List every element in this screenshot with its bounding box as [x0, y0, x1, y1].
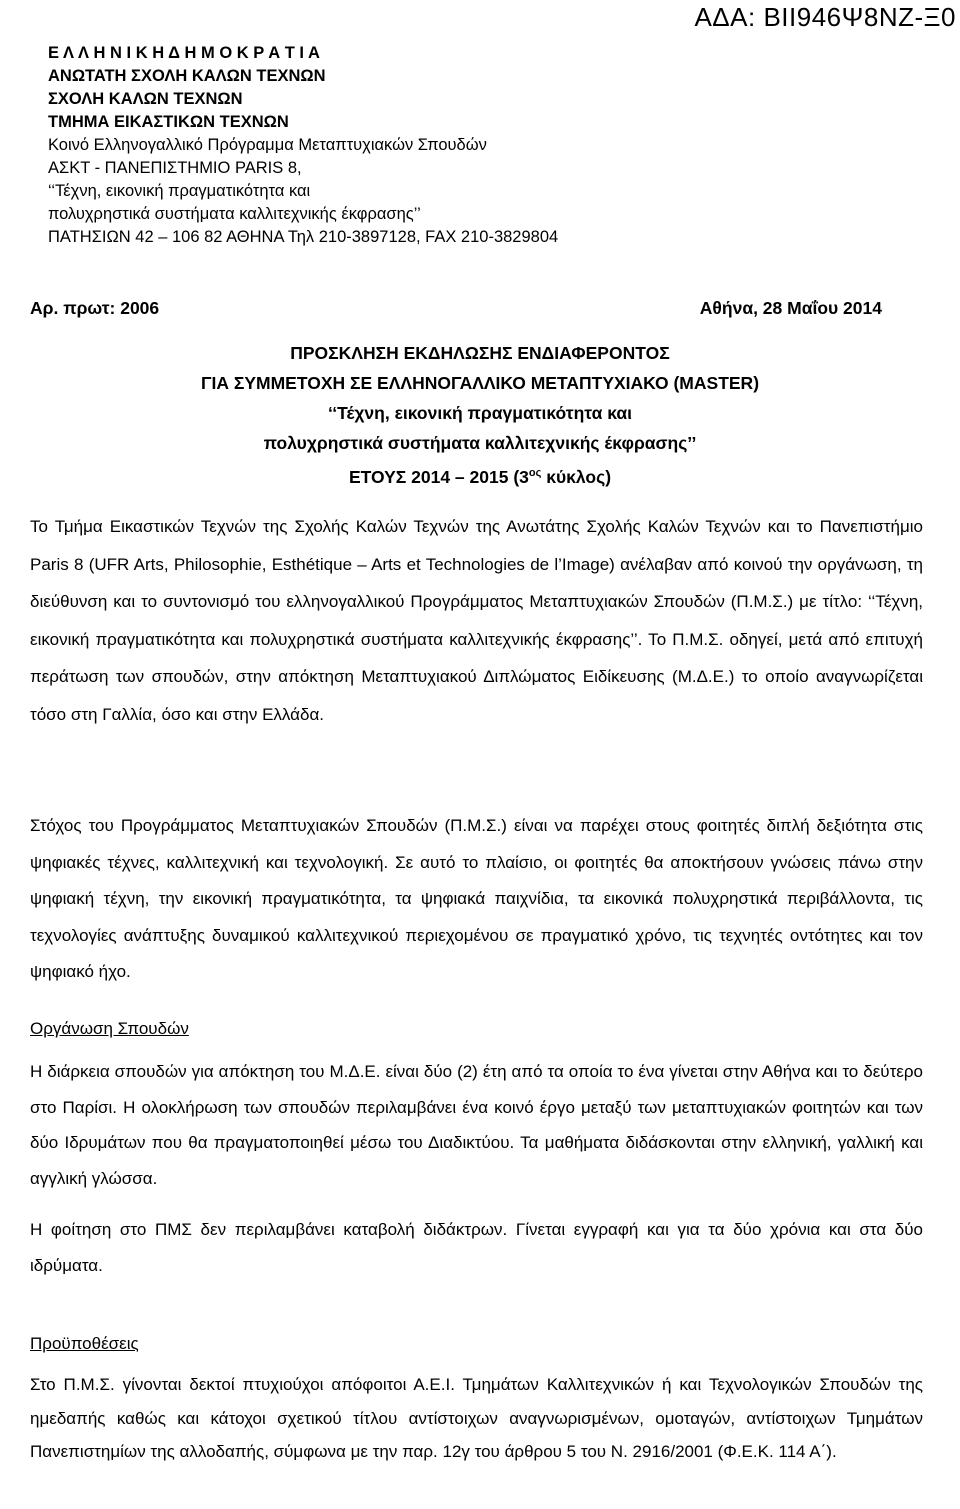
- letterhead-line: ΑΝΩΤΑΤΗ ΣΧΟΛΗ ΚΑΛΩΝ ΤΕΧΝΩΝ: [48, 67, 326, 85]
- letterhead-line: ΑΣΚΤ - ΠΑΝΕΠΙΣΤΗΜΙΟ PARIS 8,: [48, 159, 302, 177]
- title-year-ordinal: ος: [528, 467, 542, 479]
- letterhead: [48, 42, 558, 249]
- reference-line: [30, 298, 882, 319]
- section-heading-requirements: Προϋποθέσεις: [30, 1334, 139, 1353]
- tuition-paragraph: Η φοίτηση στο ΠΜΣ δεν περιλαμβάνει καταβολή διδάκτρων. Γίνεται εγγραφή και για τα δύο χρόνια και στα δύο ιδρύματα.: [30, 1220, 923, 1275]
- requirements-paragraph: Στο Π.Μ.Σ. γίνονται δεκτοί πτυχιούχοι απόφοιτοι Α.Ε.Ι. Τμημάτων Καλλιτεχνικών ή και Τεχνολογικών Σπουδών της ημεδαπής καθώς και κάτοχοι σχετικού τίτλου αντίστοιχων αναγνωρισμένων, ομοταγών, αντίστοιχων Τμημάτων Πανεπιστημίων της αλλοδαπής, σύμφωνα με την παρ. 12γ του άρθρου 5 του Ν. 2916/2001 (Φ.Ε.Κ. 114 Α΄).: [30, 1375, 923, 1462]
- section-heading-organization: Οργάνωση Σπουδών: [30, 1019, 189, 1038]
- document-date: Αθήνα, 28 Μαΐου 2014: [699, 298, 882, 318]
- title-line: ‘‘Τέχνη, εικονική πραγματικότητα και: [328, 403, 632, 423]
- document-title: [0, 338, 960, 492]
- title-line: πολυχρηστικά συστήματα καλλιτεχνικής έκφρασης’’: [263, 433, 697, 453]
- letterhead-line: πολυχρηστικά συστήματα καλλιτεχνικής έκφρασης’’: [48, 205, 421, 223]
- title-line: ΓΙΑ ΣΥΜΜΕΤΟΧΗ ΣΕ ΕΛΛΗΝΟΓΑΛΛΙΚΟ ΜΕΤΑΠΤΥΧΙΑΚΟ (MASTER): [200, 373, 760, 393]
- goal-paragraph: Στόχος του Προγράμματος Μεταπτυχιακών Σπουδών (Π.Μ.Σ.) είναι να παρέχει στους φοιτητές διπλή δεξιότητα στις ψηφιακές τέχνες, καλλιτεχνική και τεχνολογική. Σε αυτό το πλαίσιο, οι φοιτητές θα αποκτήσουν γνώσεις πάνω στην ψηφιακή τέχνη, την εικονική πραγματικότητα, τα ψηφιακά παιχνίδια, τα εικονικά πολυχρηστικά περιβάλλοντα, τις τεχνολογίες ανάπτυξης δυναμικού καλλιτεχνικού περιεχομένου σε πραγματικό χρόνο, τις τεχνητές οντότητες και τον ψηφιακό ήχο.: [30, 816, 923, 982]
- intro-paragraph: Το Τμήμα Εικαστικών Τεχνών της Σχολής Καλών Τεχνών της Ανωτάτης Σχολής Καλών Τεχνών και το Πανεπιστήμιο Paris 8 (UFR Arts, Philosophie, Esthétique – Arts et Technologies de l’Image) ανέλαβαν από κοινού την οργάνωση, τη διεύθυνση και το συντονισμό του ελληνογαλλικού Προγράμματος Μεταπτυχιακών Σπουδών (Π.Μ.Σ.) με τίτλο: ‘‘Τέχνη, εικονική πραγματικότητα και πολυχρηστικά συστήματα καλλιτεχνικής έκφρασης’’. Το Π.Μ.Σ. οδηγεί, μετά από επιτυχή περάτωση των σπουδών, στην απόκτηση Μεταπτυχιακού Διπλώματος Ειδίκευσης (Μ.Δ.Ε.) το οποίο αναγνωρίζεται τόσο στη Γαλλία, όσο και στην Ελλάδα.: [30, 517, 923, 724]
- letterhead-line: ΣΧΟΛΗ ΚΑΛΩΝ ΤΕΧΝΩΝ: [48, 90, 243, 108]
- letterhead-line: Ε Λ Λ Η Ν Ι Κ Η Δ Η Μ Ο Κ Ρ Α Τ Ι Α: [48, 44, 320, 62]
- protocol-number: Αρ. πρωτ: 2006: [30, 298, 160, 318]
- letterhead-line: ‘‘Τέχνη, εικονική πραγματικότητα και: [48, 182, 311, 200]
- title-year-cycle: κύκλος): [541, 466, 612, 487]
- organization-paragraph: Η διάρκεια σπουδών για απόκτηση του Μ.Δ.Ε. είναι δύο (2) έτη από τα οποία το ένα γίνεται στην Αθήνα και το δεύτερο στο Παρίσι. Η ολοκλήρωση των σπουδών περιλαμβάνει ένα κοινό έργο μεταξύ των μεταπτυχιακών φοιτητών και των δύο Ιδρυμάτων που θα πραγματοποιηθεί μέσω του Διαδικτύου. Τα μαθήματα διδάσκονται στην ελληνική, γαλλική και αγγλική γλώσσα.: [30, 1062, 923, 1189]
- letterhead-line: ΤΜΗΜΑ ΕΙΚΑΣΤΙΚΩΝ ΤΕΧΝΩΝ: [48, 113, 289, 131]
- letterhead-address: ΠΑΤΗΣΙΩΝ 42 – 106 82 ΑΘΗΝΑ Τηλ 210-3897128, FAX 210-3829804: [48, 228, 559, 246]
- title-line-year: [0, 458, 960, 492]
- title-line: ΠΡΟΣΚΛΗΣΗ ΕΚΔΗΛΩΣΗΣ ΕΝΔΙΑΦΕΡΟΝΤΟΣ: [290, 343, 670, 363]
- title-year-text: ΕΤΟΥΣ 2014 – 2015 (3: [348, 466, 529, 487]
- letterhead-line: Κοινό Ελληνογαλλικό Πρόγραμμα Μεταπτυχιακών Σπουδών: [48, 136, 487, 154]
- ada-code: ΑΔΑ: ΒΙΙ946Ψ8ΝΖ-Ξ0: [694, 2, 956, 32]
